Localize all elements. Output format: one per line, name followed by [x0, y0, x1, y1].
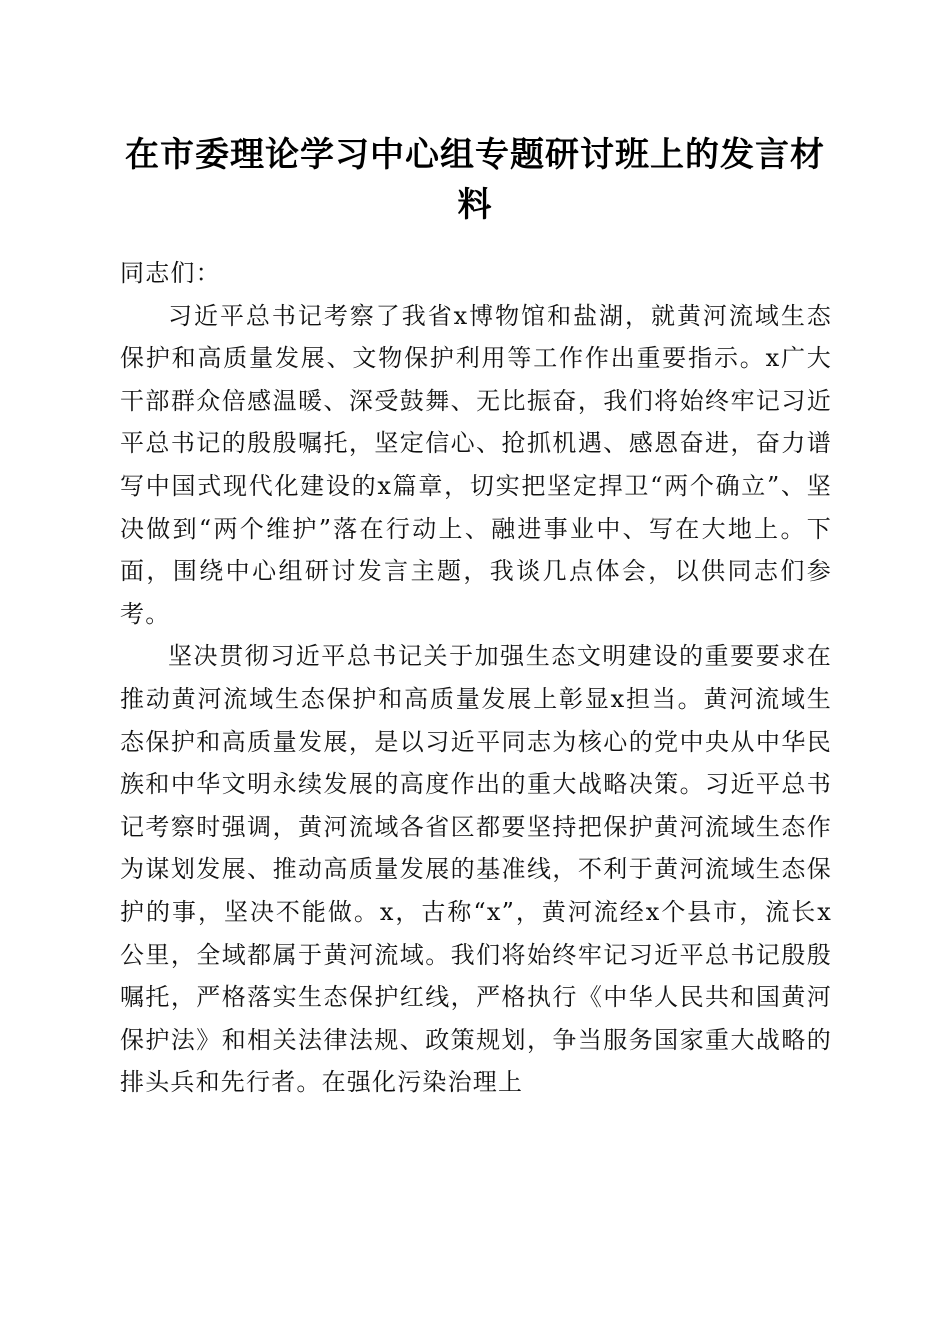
- paragraph: 坚决贯彻习近平总书记关于加强生态文明建设的重要要求在推动黄河流域生态保护和高质量发展上彰显x担当。黄河流域生态保护和高质量发展，是以习近平同志为核心的党中央从中华民族和中华文明永续发展的高度作出的重大战略决策。习近平总书记考察时强调，黄河流域各省区都要坚持把保护黄河流域生态作为谋划发展、推动高质量发展的基准线，不利于黄河流域生态保护的事，坚决不能做。x，古称“x”，黄河流经x个县市，流长x公里，全域都属于黄河流域。我们将始终牢记习近平总书记殷殷嘱托，严格落实生态保护红线，严格执行《中华人民共和国黄河保护法》和相关法律法规、政策规划，争当服务国家重大战略的排头兵和先行者。在强化污染治理上: [120, 642, 832, 1097]
- document-body: [120, 252, 832, 1104]
- salutation: 同志们：: [120, 259, 221, 287]
- paragraph: 习近平总书记考察了我省x博物馆和盐湖，就黄河流域生态保护和高质量发展、文物保护利用等工作作出重要指示。x广大干部群众倍感温暖、深受鼓舞、无比振奋，我们将始终牢记习近平总书记的殷殷嘱托，坚定信心、抢抓机遇、感恩奋进，奋力谱写中国式现代化建设的x篇章，切实把坚定捍卫“两个确立”、坚决做到“两个维护”落在行动上、融进事业中、写在大地上。下面，围绕中心组研讨发言主题，我谈几点体会，以供同志们参考。: [120, 301, 832, 628]
- document-title: 在市委理论学习中心组专题研讨班上的发言材料: [125, 135, 825, 225]
